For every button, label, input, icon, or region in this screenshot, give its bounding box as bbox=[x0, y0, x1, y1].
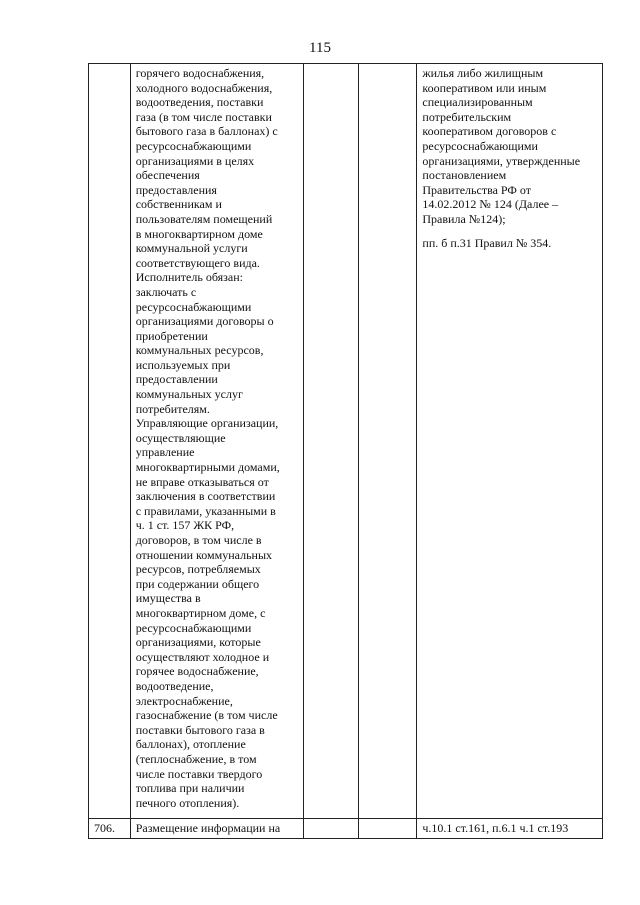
text-line: кооперативом или иным bbox=[422, 80, 547, 95]
text-line: потребительским bbox=[422, 109, 512, 124]
text-line: собственникам и bbox=[135, 197, 222, 212]
text-line: ресурсоснабжающими bbox=[135, 299, 252, 314]
text-line: при содержании общего bbox=[135, 576, 260, 591]
paragraph-gap bbox=[422, 227, 597, 236]
text-line: топлива при наличии bbox=[135, 781, 245, 796]
text-line: бытового газа в баллонах) с bbox=[135, 124, 278, 139]
text-line: управление bbox=[135, 445, 195, 460]
text-line: печного отопления). bbox=[135, 795, 240, 810]
text-line: горячего водоснабжения, bbox=[135, 66, 265, 80]
legal-basis-cell bbox=[417, 64, 603, 819]
text-line: специализированным bbox=[422, 95, 533, 110]
requirement-cell: Размещение информации на bbox=[130, 819, 303, 839]
text-line: водоотведение, bbox=[135, 678, 214, 693]
requirements-table bbox=[88, 63, 603, 839]
text-line: имущества в bbox=[135, 591, 201, 606]
text-line: Правила №124); bbox=[422, 211, 506, 226]
legal-basis-cell: ч.10.1 ст.161, п.6.1 ч.1 ст.193 bbox=[417, 819, 603, 839]
text-line: потребителям. bbox=[135, 401, 210, 416]
text-line: в многоквартирном доме bbox=[135, 226, 263, 241]
text-line: организациями, утвержденные bbox=[422, 153, 581, 168]
text-line: приобретении bbox=[135, 328, 208, 343]
text-line: организациями договоры о bbox=[135, 314, 274, 329]
table-row bbox=[89, 64, 603, 819]
text-line: пп. б п.31 Правил № 354. bbox=[422, 235, 552, 250]
text-line: газоснабжение (в том числе bbox=[135, 708, 278, 723]
text-line: с правилами, указанными в bbox=[135, 503, 276, 518]
text-line: отношении коммунальных bbox=[135, 547, 273, 562]
empty-cell bbox=[303, 819, 358, 839]
text-line: Правительства РФ от bbox=[422, 182, 531, 197]
text-line: коммунальных услуг bbox=[135, 387, 243, 402]
text-line: числе поставки твердого bbox=[135, 766, 263, 781]
text-line: организациями в целях bbox=[135, 153, 255, 168]
text-line: коммунальной услуги bbox=[135, 241, 248, 256]
text-line: постановлением bbox=[422, 168, 507, 183]
text-line: обеспечения bbox=[135, 168, 200, 183]
requirement-cell bbox=[130, 64, 303, 819]
text-line: предоставления bbox=[135, 182, 217, 197]
text-line: баллонах), отопление bbox=[135, 737, 246, 752]
empty-cell bbox=[303, 64, 358, 819]
text-line: осуществляющие bbox=[135, 430, 226, 445]
text-line: поставки бытового газа в bbox=[135, 722, 265, 737]
text-line: не вправе отказываться от bbox=[135, 474, 269, 489]
text-line: предоставлении bbox=[135, 372, 218, 387]
text-line: договоров, в том числе в bbox=[135, 533, 262, 547]
table-row bbox=[89, 819, 603, 839]
text-line: холодного водоснабжения, bbox=[135, 80, 273, 95]
text-line: ресурсоснабжающими bbox=[135, 138, 252, 153]
text-line: используемых при bbox=[135, 357, 231, 372]
text-line: водоотведения, поставки bbox=[135, 95, 264, 110]
text-line: пользователям помещений bbox=[135, 211, 273, 226]
row-number-cell bbox=[89, 64, 131, 819]
text-line: Управляющие организации, bbox=[135, 416, 279, 431]
text-line: заключения в соответствии bbox=[135, 489, 276, 504]
text-line: коммунальных ресурсов, bbox=[135, 343, 264, 358]
empty-cell bbox=[359, 819, 417, 839]
text-line: многоквартирными домами, bbox=[135, 460, 280, 475]
text-line: ч. 1 ст. 157 ЖК РФ, bbox=[135, 518, 235, 533]
text-line: ресурсов, потребляемых bbox=[135, 562, 261, 577]
text-line: организациями, которые bbox=[135, 635, 261, 650]
page-number: 115 bbox=[309, 40, 331, 56]
text-line: горячее водоснабжение, bbox=[135, 664, 259, 679]
text-line: жилья либо жилищным bbox=[422, 66, 544, 80]
text-line: соответствующего вида. bbox=[135, 255, 260, 270]
text-line: многоквартирном доме, с bbox=[135, 605, 266, 620]
text-line: 14.02.2012 № 124 (Далее – bbox=[422, 197, 559, 212]
text-line: газа (в том числе поставки bbox=[135, 109, 272, 124]
text-line: заключать с bbox=[135, 284, 197, 299]
row-number-cell: 706. bbox=[89, 819, 131, 839]
text-line: ресурсоснабжающими bbox=[422, 138, 538, 153]
text-line: кооперативом договоров с bbox=[422, 124, 557, 139]
text-line: Исполнитель обязан: bbox=[135, 270, 243, 285]
text-line: ресурсоснабжающими bbox=[135, 620, 252, 635]
text-line: (теплоснабжение, в том bbox=[135, 751, 257, 766]
text-line: осуществляют холодное и bbox=[135, 649, 270, 664]
empty-cell bbox=[359, 64, 417, 819]
text-line: электроснабжение, bbox=[135, 693, 233, 708]
